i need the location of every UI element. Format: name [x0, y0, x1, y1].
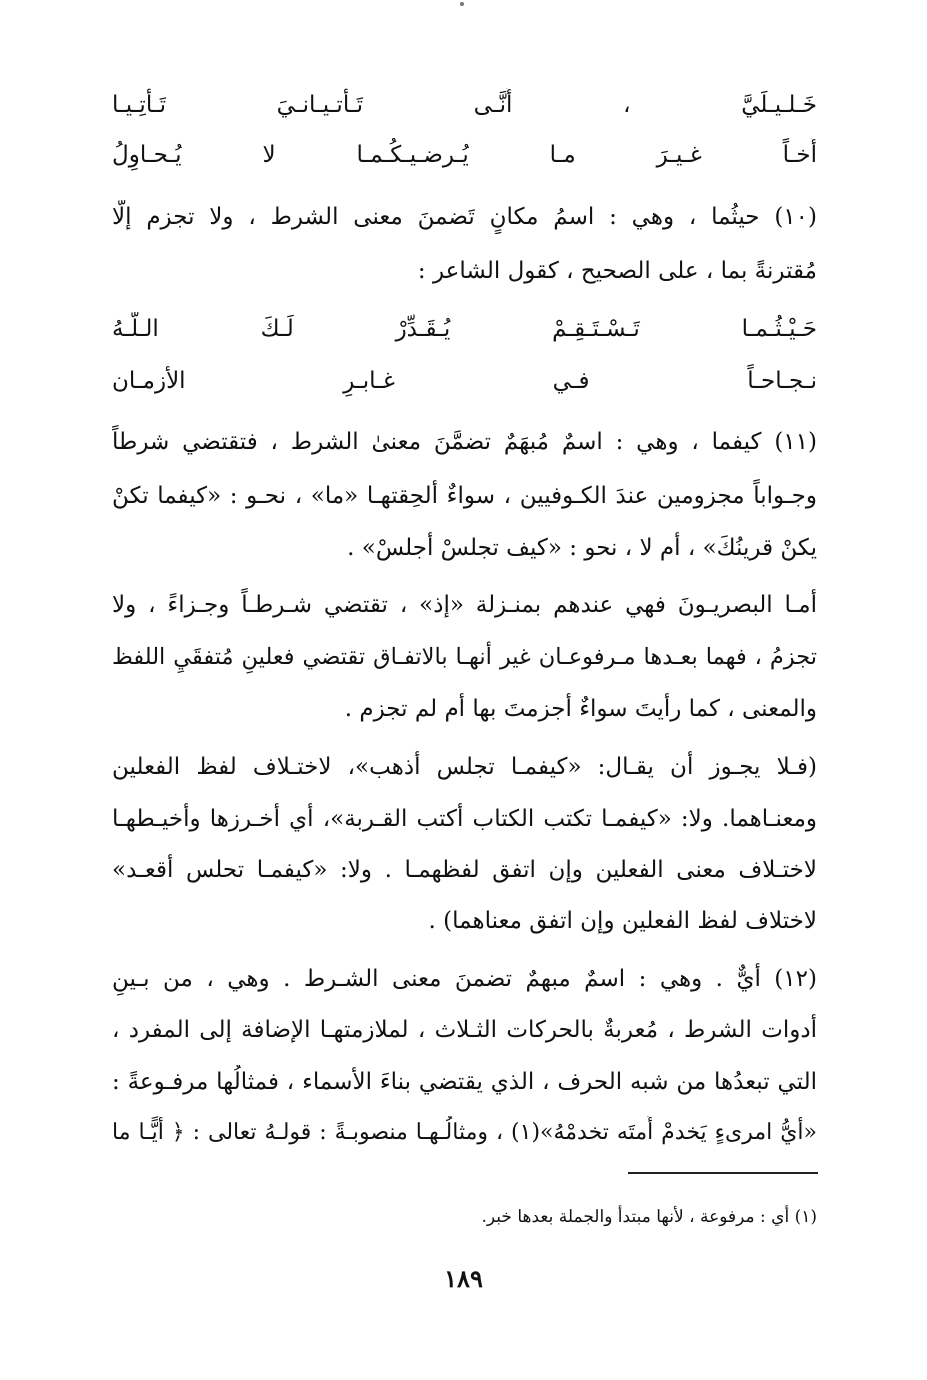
para12-line4: «أيُّ امرىءٍ يَخدمْ أُمتَه تخدمْهُ»(١) ، ومثالُـهـا منصوبـةً : قولـهُ تعالى : ﴿ أَيًّـا ما: [112, 1120, 817, 1145]
para-fala-line3: لاختـلاف معنى الفعلين وإن اتفق لفظهمـا . ولا: «كيفمـا تحلس أقعـد»: [112, 857, 817, 883]
footnote: (١) أي : مرفوعة ، لأنها مبتدأ والجملة بعدها خبر.: [481, 1207, 817, 1227]
verse2-line2: نـجـاحـاً فـي غـابـرِ الأزمـان: [112, 368, 817, 394]
para-basri-line3: والمعنى ، كما رأيتَ سواءٌ أجزمتَ بها أم لم تجزم .: [344, 696, 817, 722]
para-basri-line1: أمـا البصريـونَ فهي عندهم بمنـزلة «إذ» ، تقتضي شـرطـاً وجـزاءً ، ولا: [112, 592, 817, 618]
para10-line2: مُقترنةً بما ، على الصحيح ، كقول الشاعر :: [417, 258, 817, 284]
para-fala-line4: لاختلاف لفظ الفعلين وإن اتفق معناهما) .: [428, 908, 817, 934]
para-fala-line2: ومعنـاهما. ولا: «كيفمـا تكتب الكتاب أكتب القـربة»، أي أخـرزها وأخيـطهـا: [112, 806, 817, 832]
verse1-line1: خَـلـيـلَيَّ ، أَنَّـى تَـأْتـيـانـيَ تَـأتِـيـا: [112, 92, 817, 118]
verse2-line1: حَـيْـثُـمـا تَـسْـتَـقِـمْ يُـقَـدِّرْ لَـكَ الـلّـهُ: [112, 316, 817, 342]
para-basri-line2: تجزمُ ، فهما بعـدها مـرفوعـان غير أنهـا بالاتفـاق تقتضي فعلينِ مُتفقَيِ اللفظ: [112, 644, 817, 670]
footnote-separator: [628, 1172, 818, 1174]
para-fala-line1: (فـلا يجـوز أن يقـال: «كيفمـا تجلس أذهب»، لاختـلاف لفظ الفعلين: [112, 754, 817, 780]
para10-line1: (١٠) حيثُما ، وهي : اسمُ مكانٍ تَضمنَ معنى الشرط ، ولا تجزم إلّا: [112, 204, 817, 230]
para12-line3: التي تبعدُها من شبه الحرف ، الذي يقتضي بناءَ الأسماء ، فمثالُها مرفـوعةً :: [112, 1069, 817, 1095]
para11-line1: (١١) كيفما ، وهي : اسمٌ مُبهَمٌ تضمَّنَ معنىٰ الشرط ، فتقتضي شرطاً: [112, 429, 817, 455]
para12-line2: أدوات الشرط ، مُعربةٌ بالحركات الثـلاث ، لملازمتهـا الإضافة إلى المفرد ،: [112, 1017, 817, 1043]
para12-line1: (١٢) أيٌّ . وهي : اسمٌ مبهمٌ تضمنَ معنى الشـرط . وهي ، من بـينِ: [112, 966, 817, 992]
page-number: ١٨٩: [444, 1264, 483, 1293]
para11-line3: يكنْ قرينُكَ» ، أم لا ، نحو : «كيف تجلسْ أجلسْ» .: [347, 535, 817, 561]
verse1-line2: أَخـاً غـيـرَ مـا يُـرضـيـكُـمـا لا يُـحـاوِلُ: [112, 142, 817, 168]
scan-mark: [460, 2, 464, 6]
para11-line2: وجـواباً مجزومين عندَ الكـوفيين ، سواءٌ ألحِقتهـا «ما» ، نحـو : «كيفما تكنْ: [112, 483, 817, 509]
